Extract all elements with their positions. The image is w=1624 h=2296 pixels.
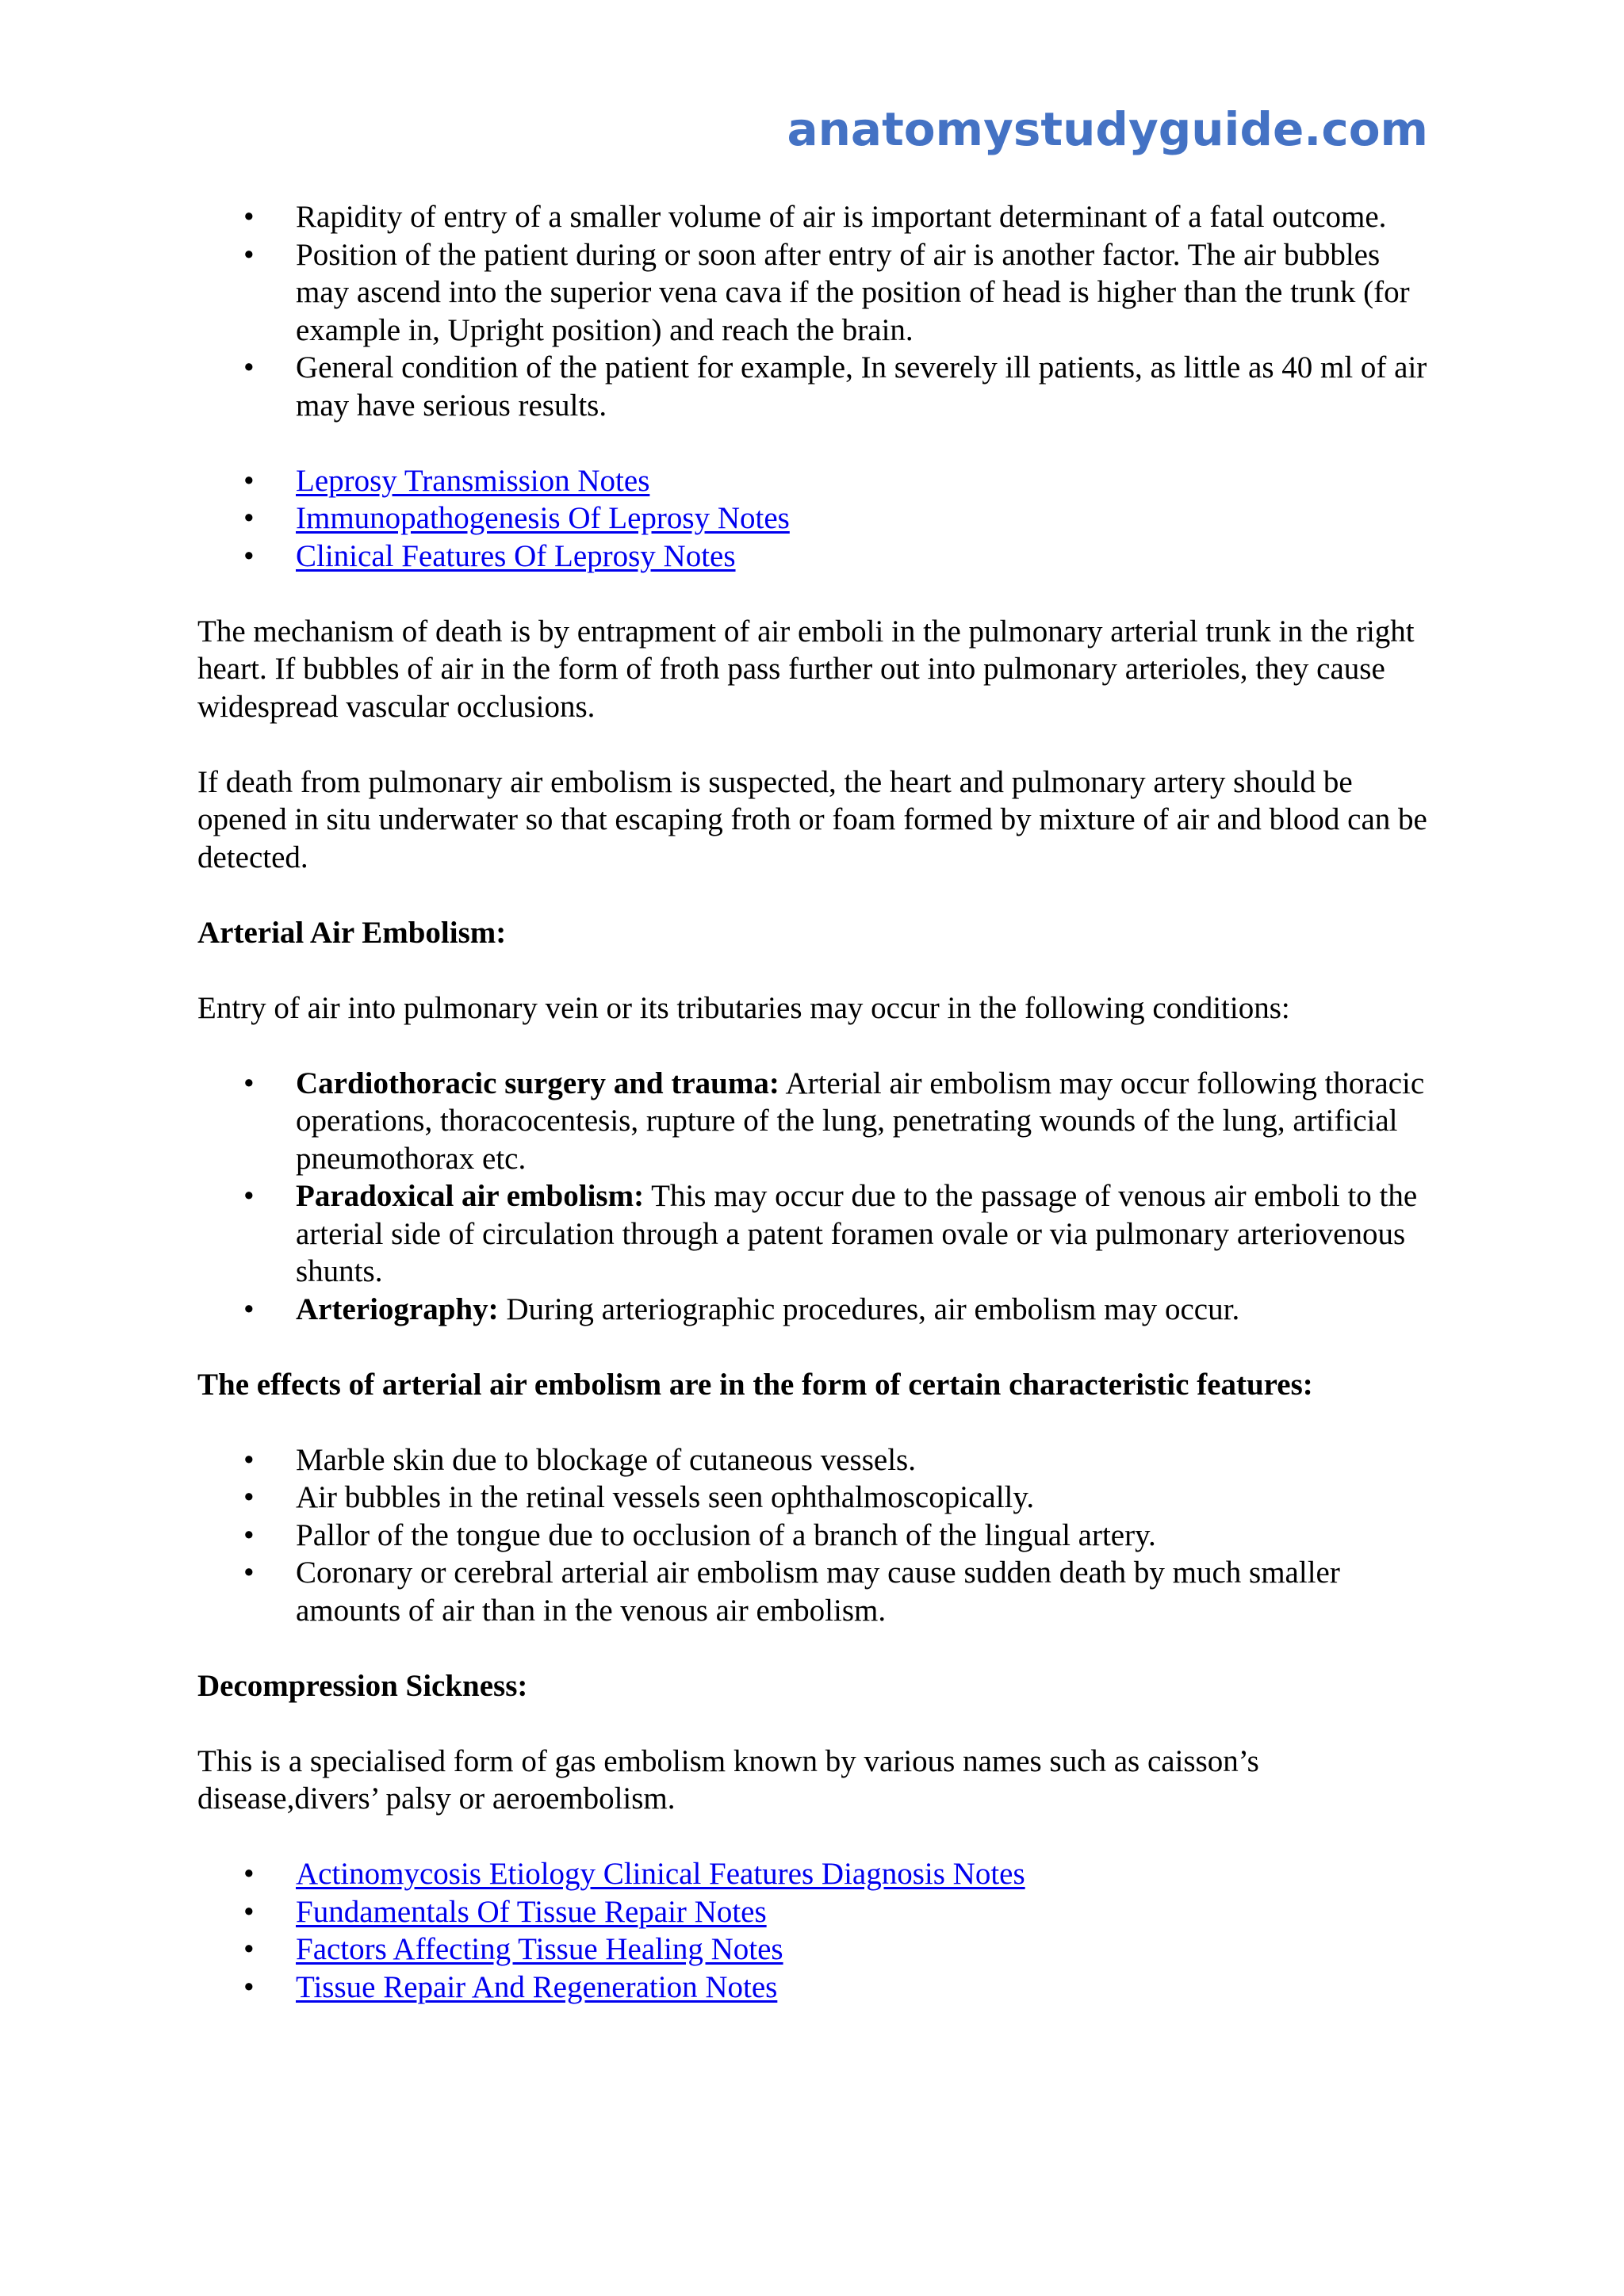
spacer: [197, 424, 1434, 462]
bullet-icon: •: [243, 463, 255, 498]
list-item: [197, 1517, 1434, 1555]
list-item: [197, 1441, 1434, 1479]
link-factors-tissue-healing[interactable]: Factors Affecting Tissue Healing Notes: [296, 1932, 783, 1966]
list-item: [197, 1065, 1434, 1178]
list-item: [197, 1969, 1434, 2007]
bullet-icon: •: [243, 237, 255, 272]
spacer: [197, 1705, 1434, 1743]
bullet-icon: •: [243, 1556, 255, 1590]
spacer: [197, 725, 1434, 763]
bullet-icon: •: [243, 1517, 255, 1552]
site-watermark: anatomystudyguide.com: [787, 102, 1428, 156]
bullet-icon: •: [243, 1292, 255, 1326]
paragraph-suspected: If death from pulmonary air embolism is suspected, the heart and pulmonary artery should be opened in situ underwater so that escaping froth or foam formed by mixture of air and blood can be detected.: [197, 764, 1427, 874]
term-description: During arteriographic procedures, air embolism may occur.: [498, 1292, 1240, 1326]
list-item-text: Pallor of the tongue due to occlusion of a branch of the lingual artery.: [296, 1517, 1156, 1552]
list-item: [197, 1479, 1434, 1517]
term-label: Arteriography:: [296, 1292, 499, 1326]
intro-bullet-list: [197, 198, 1434, 424]
list-item: [197, 538, 1434, 576]
bullet-icon: •: [243, 350, 255, 385]
bullet-icon: •: [243, 1066, 255, 1100]
effects-list: [197, 1441, 1434, 1630]
spacer: [197, 1629, 1434, 1667]
bullet-icon: •: [243, 538, 255, 573]
bullet-icon: •: [243, 1932, 255, 1966]
heading-arterial-air-embolism: Arterial Air Embolism:: [197, 915, 507, 950]
list-item: [197, 1893, 1434, 1931]
arterial-conditions-list: [197, 1065, 1434, 1329]
link-tissue-repair-regeneration[interactable]: Tissue Repair And Regeneration Notes: [296, 1969, 778, 2004]
list-item-text: Position of the patient during or soon after entry of air is another factor. The air bubbles may ascend into the superior vena cava if the position of head is higher than the trunk (for example in, Upright position) and reach the brain.: [296, 237, 1410, 347]
link-leprosy-transmission[interactable]: Leprosy Transmission Notes: [296, 463, 650, 498]
bullet-icon: •: [243, 200, 255, 234]
bullet-icon: •: [243, 1480, 255, 1514]
list-item: [197, 236, 1434, 350]
paragraph-arterial-intro: Entry of air into pulmonary vein or its tributaries may occur in the following conditions:: [197, 990, 1290, 1025]
bullet-icon: •: [243, 1969, 255, 2004]
list-item-text: Coronary or cerebral arterial air embolism may cause sudden death by much smaller amounts of air than in the venous air embolism.: [296, 1556, 1340, 1628]
bullet-icon: •: [243, 1179, 255, 1213]
list-item-text: Air bubbles in the retinal vessels seen ophthalmoscopically.: [296, 1480, 1035, 1514]
list-item-text: General condition of the patient for example, In severely ill patients, as little as 40 ml of air may have serious results.: [296, 350, 1427, 423]
list-item: [197, 1855, 1434, 1893]
spacer: [197, 1328, 1434, 1366]
spacer: [197, 951, 1434, 989]
list-item: [197, 499, 1434, 538]
paragraph-decompression: This is a specialised form of gas embolism known by various names such as caisson’s disease,divers’ palsy or aeroembolism.: [197, 1743, 1259, 1816]
bullet-icon: •: [243, 501, 255, 535]
bullet-icon: •: [243, 1894, 255, 1929]
list-item: [197, 1931, 1434, 1969]
link-actinomycosis[interactable]: Actinomycosis Etiology Clinical Features Diagnosis Notes: [296, 1857, 1025, 1891]
bullet-icon: •: [243, 1442, 255, 1477]
list-item: [197, 198, 1434, 236]
spacer: [197, 1818, 1434, 1856]
link-fundamentals-tissue-repair[interactable]: Fundamentals Of Tissue Repair Notes: [296, 1894, 767, 1929]
paragraph-mechanism: The mechanism of death is by entrapment of air emboli in the pulmonary arterial trunk in the right heart. If bubbles of air in the form of froth pass further out into pulmonary arterioles, they cause widespread vascular occlusions.: [197, 614, 1415, 724]
term-label: Paradoxical air embolism:: [296, 1179, 645, 1213]
term-description: Arterial air embolism may occur following thoracic operations, thoracocentesis, rupture of the lung, penetrating wounds of the lung, artificial pneumothorax etc.: [296, 1066, 1425, 1176]
spacer: [197, 1403, 1434, 1441]
heading-effects: The effects of arterial air embolism are in the form of certain characteristic features:: [197, 1367, 1313, 1402]
link-immunopathogenesis-leprosy[interactable]: Immunopathogenesis Of Leprosy Notes: [296, 501, 790, 535]
bullet-icon: •: [243, 1857, 255, 1891]
link-clinical-features-leprosy[interactable]: Clinical Features Of Leprosy Notes: [296, 538, 736, 573]
spacer: [197, 876, 1434, 914]
list-item: [197, 1177, 1434, 1291]
term-label: Cardiothoracic surgery and trauma:: [296, 1066, 779, 1100]
list-item: [197, 1291, 1434, 1329]
list-item-text: Marble skin due to blockage of cutaneous vessels.: [296, 1442, 916, 1477]
related-links-list-1: [197, 462, 1434, 576]
list-item: [197, 1554, 1434, 1629]
list-item: [197, 349, 1434, 424]
spacer: [197, 575, 1434, 613]
document-content: [197, 198, 1434, 2006]
list-item: [197, 462, 1434, 500]
spacer: [197, 1027, 1434, 1065]
list-item-text: Rapidity of entry of a smaller volume of air is important determinant of a fatal outcome.: [296, 200, 1387, 234]
related-links-list-2: [197, 1855, 1434, 2006]
heading-decompression-sickness: Decompression Sickness:: [197, 1668, 528, 1703]
term-description: This may occur due to the passage of venous air emboli to the arterial side of circulation through a patent foramen ovale or via pulmonary arteriovenous shunts.: [296, 1179, 1418, 1288]
